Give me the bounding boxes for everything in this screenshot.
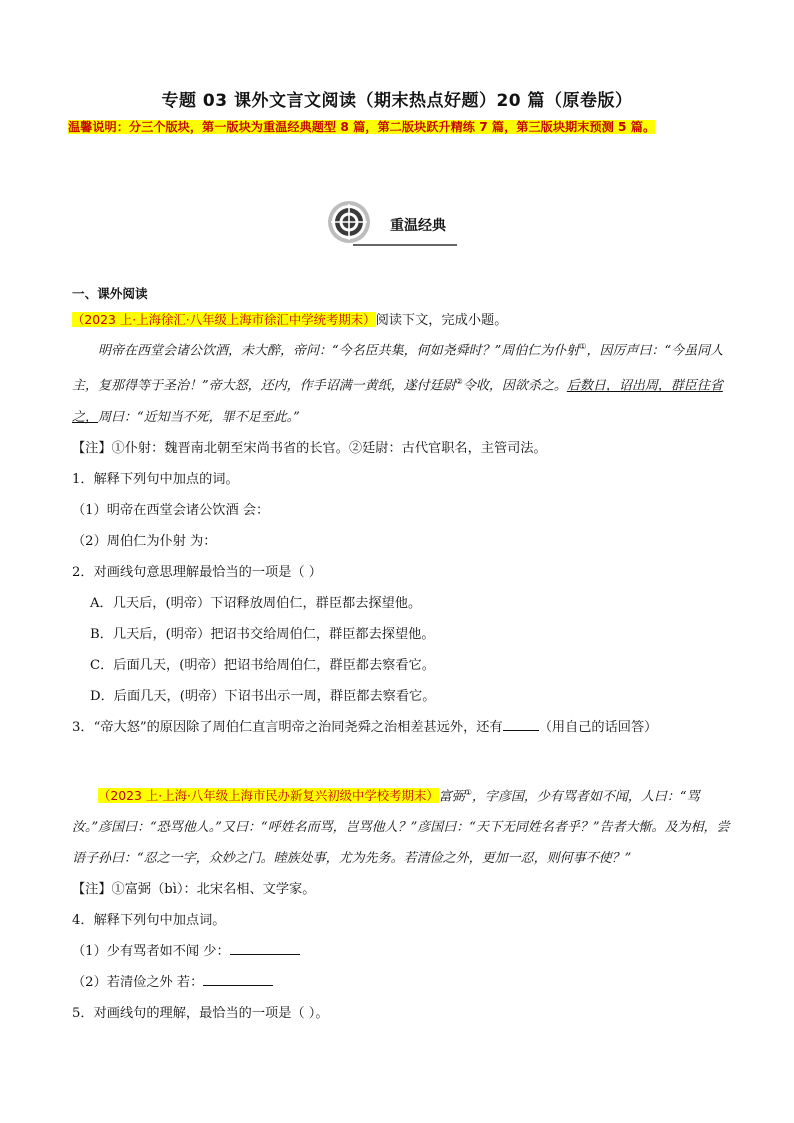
passage1-annotation: 【注】①仆射：魏晋南北朝至宋尚书省的长官。②廷尉：古代官职名，主管司法。 [72,440,547,456]
tip-note [68,118,748,136]
question-4: 4．解释下列句中加点词。 [72,912,226,928]
section-heading: 一、课外阅读 [72,286,148,301]
passage1-instruction: 阅读下文，完成小题。 [375,313,508,328]
question-5: 5．对画线句的理解，最恰当的一项是（ ）。 [72,1005,329,1021]
underlined-sentence: 后数日，诏出周，群臣往省之， [72,378,723,425]
passage1-source: （2023 上·上海徐汇·八年级上海市徐汇中学统考期末） [72,312,376,327]
main-content [72,284,732,1029]
question-2-option-d: D．后面几天，(明帝）下诏书出示一周，群臣都去察看它。 [90,688,436,704]
passage1-text: 明帝在西堂会诸公饮酒，未大醉，帝问：“今名臣共集，何如尧舜时？”周伯仁为仆射①，因厉声曰：“今虽同人主，复那得等于圣治！”帝大怒，还内，作手诏满一黄纸，遂付廷尉②令收，因欲杀之。后数日，诏出周，群臣往省之，周曰：“近知当不死，罪不足至此。” [72,342,724,425]
target-icon [328,201,370,243]
passage1-source-line [72,310,732,331]
question-1: 1．解释下列句中加点的词。 [72,471,239,487]
question-1b: （2）周伯仁为仆射 为： [72,533,217,549]
question-2-option-b: B．几天后，(明帝）把诏书交给周伯仁，群臣都去探望他。 [90,626,435,642]
passage2-annotation: 【注】①富弼（bì）：北宋名相、文学家。 [72,881,316,897]
answer-blank [203,973,273,986]
question-2-option-c: C．后面几天，(明帝）把诏书给周伯仁，群臣都去察看它。 [90,657,435,673]
passage2-source: （2023 上·上海·八年级上海市民办新复兴初级中学校考期末） [98,787,439,803]
passage2-text: （2023 上·上海·八年级上海市民办新复兴初级中学校考期末）富弼①，字彦国，少有骂者如不闻，人曰：“骂汝。”彦国曰：“恐骂他人。”又曰：“呼姓名而骂，岂骂他人？”彦国曰：“天下无同姓名者乎？”告者大惭。及为相，尝语子孙曰：“忍之一字，众妙之门。睦族处事，尤为先务。若清俭之外，更加一忍，则何事不使？” [72,787,730,866]
question-2: 2．对画线句意思理解最恰当的一项是（ ） [72,564,322,580]
question-1a: （1）明帝在西堂会诸公饮酒 会： [72,502,270,518]
section-badge-label: 重温经典 [390,218,446,234]
answer-blank [230,942,300,955]
question-4b: （2）若清俭之外 若： [72,967,732,998]
page-title: 专题 03 课外文言文阅读（期末热点好题）20 篇（原卷版） [161,91,633,111]
question-4a: （1）少有骂者如不闻 少： [72,936,732,967]
question-2-option-a: A．几天后，(明帝）下诏释放周伯仁，群臣都去探望他。 [90,595,422,611]
question-3: 3．“帝大怒”的原因除了周伯仁直言明帝之治同尧舜之治相差甚远外，还有 （用自己的话回答） [72,719,658,735]
tip-note-text: 温馨说明：分三个版块，第一版块为重温经典题型 8 篇，第二版块跃升精练 7 篇，第三版块期末预测 5 篇。 [68,120,656,134]
answer-blank [503,718,539,731]
